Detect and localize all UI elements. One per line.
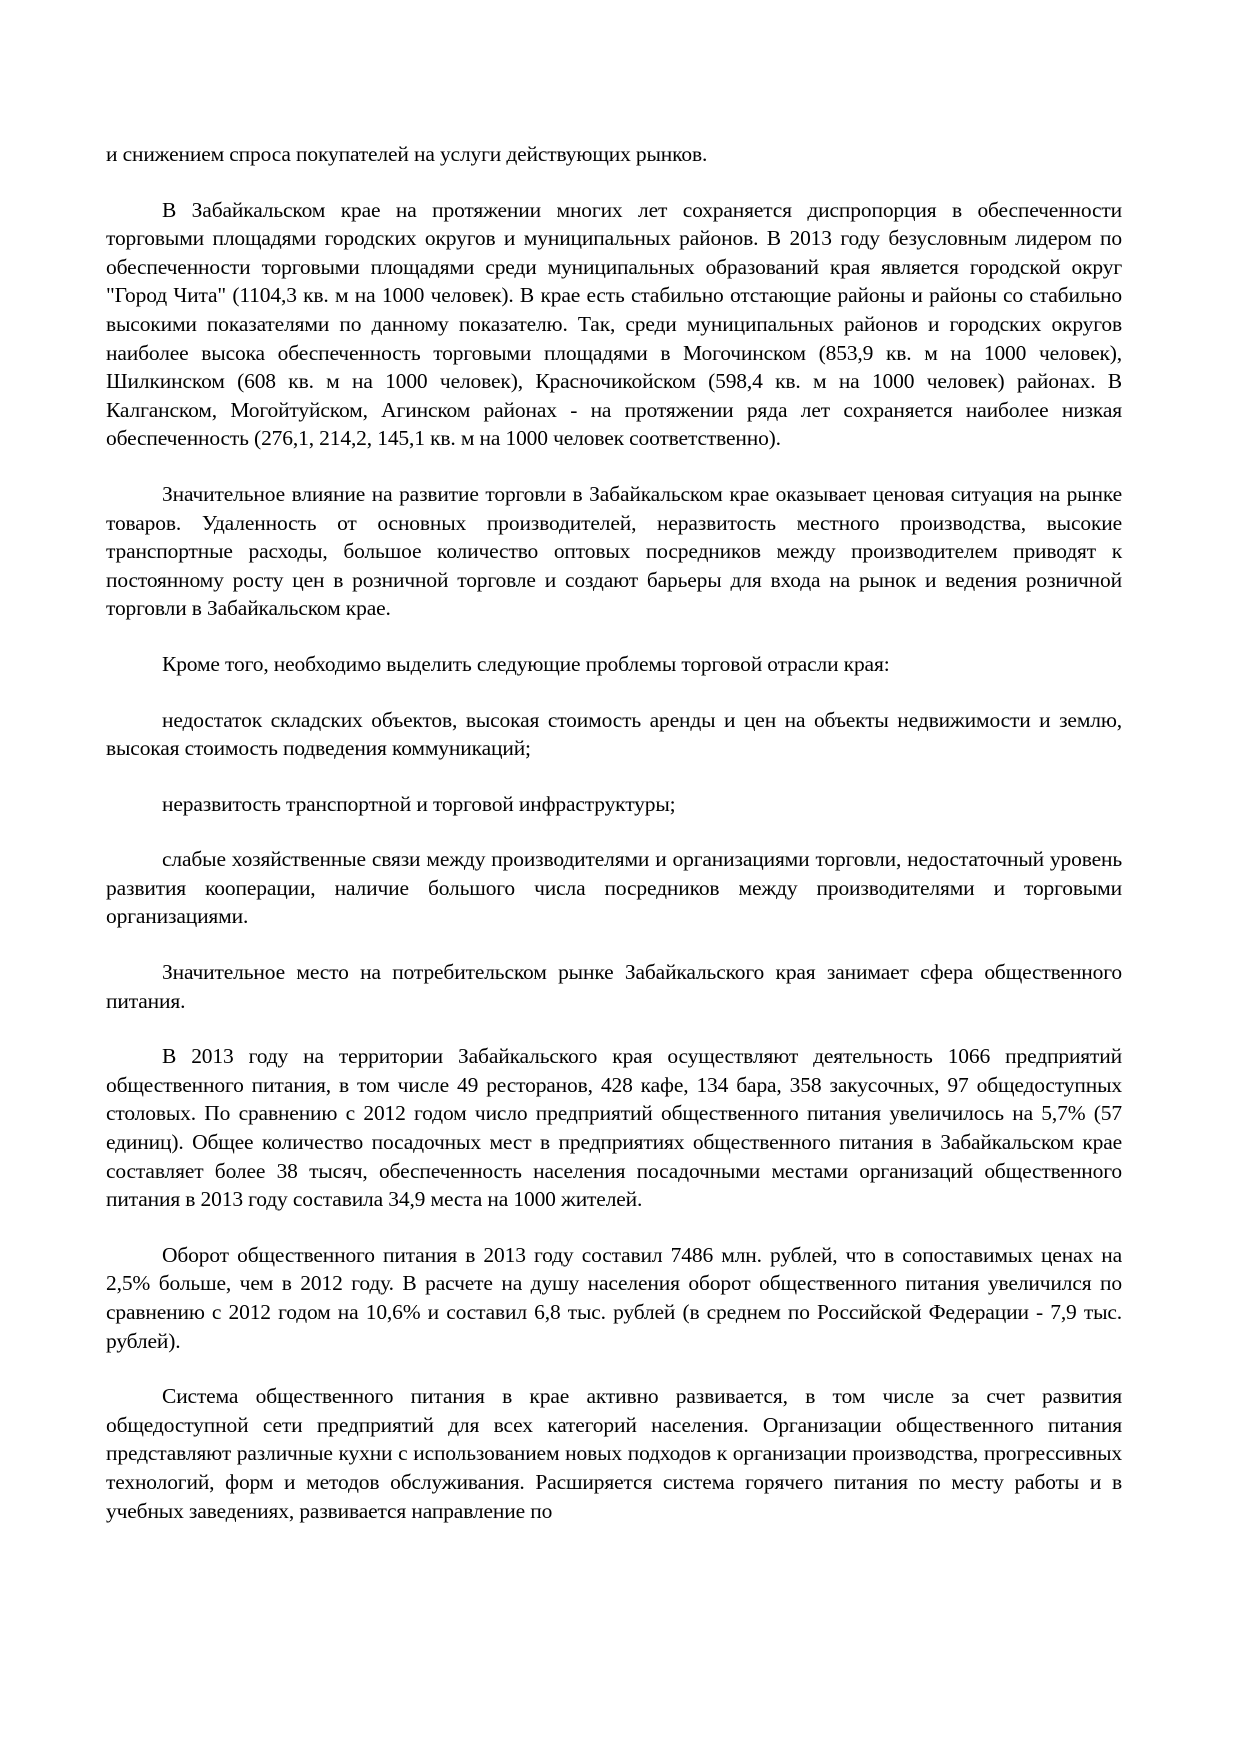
- paragraph-catering-turnover: Оборот общественного питания в 2013 году составил 7486 млн. рублей, что в сопоставимых ценах на 2,5% больше, чем в 2012 году. В расчете на душу населения оборот общественного питания увеличился по сравнению с 2012 годом на 10,6% и составил 6,8 тыс. рублей (в среднем по Российской Федерации - 7,9 тыс. рублей).: [106, 1242, 1122, 1353]
- paragraph-trade-area-disproportion: В Забайкальском крае на протяжении многих лет сохраняется диспропорция в обеспеченности торговыми площадями городских округов и муниципальных районов. В 2013 году безусловным лидером по обеспеченности торговыми площадями среди муниципальных образований края является городской округ "Город Чита" (1104,3 кв. м на 1000 человек). В крае есть стабильно отстающие районы и районы со стабильно высокими показателями по данному показателю. Так, среди муниципальных районов и городских округов наиболее высока обеспеченность торговыми площадями в Могочинском (853,9 кв. м на 1000 человек), Шилкинском (608 кв. м на 1000 человек), Красночикойском (598,4 кв. м на 1000 человек) районах. В Калганском, Могойтуйском, Агинском районах - на протяжении ряда лет сохраняется наиболее низкая обеспеченность (276,1, 214,2, 145,1 кв. м на 1000 человек соответственно).: [106, 197, 1122, 451]
- paragraph-problem-warehouses: недостаток складских объектов, высокая стоимость аренды и цен на объекты недвижимости и землю, высокая стоимость подведения коммуникаций;: [106, 707, 1122, 761]
- paragraph-catering-development: Система общественного питания в крае активно развивается, в том числе за счет развития общедоступной сети предприятий для всех категорий населения. Организации общественного питания представляют различные кухни с использованием новых подходов к организации производства, прогрессивных технологий, форм и методов обслуживания. Расширяется система горячего питания по месту работы и в учебных заведениях, развивается направление по: [106, 1384, 1122, 1523]
- paragraph-price-situation: Значительное влияние на развитие торговли в Забайкальском крае оказывает ценовая ситуация на рынке товаров. Удаленность от основных производителей, неразвитость местного производства, высокие транспортные расходы, большое количество оптовых посредников между производителем приводят к постоянному росту цен в розничной торговле и создают барьеры для входа на рынок и ведения розничной торговли в Забайкальском крае.: [106, 481, 1122, 621]
- paragraph-market-demand: и снижением спроса покупателей на услуги действующих рынков.: [106, 142, 708, 166]
- paragraph-problem-infrastructure: неразвитость транспортной и торговой инфраструктуры;: [162, 791, 676, 816]
- paragraph-catering-intro: Значительное место на потребительском рынке Забайкальского края занимает сфера общественного питания.: [106, 960, 1122, 1013]
- paragraph-problem-economic-ties: слабые хозяйственные связи между производителями и организациями торговли, недостаточный уровень развития кооперации, наличие большого числа посредников между производителями и торговыми организациями.: [106, 847, 1122, 929]
- paragraph-catering-enterprises-2013: В 2013 году на территории Забайкальского края осуществляют деятельность 1066 предприятий общественного питания, в том числе 49 ресторанов, 428 кафе, 134 бара, 358 закусочных, 97 общедоступных столовых. По сравнению с 2012 годом число предприятий общественного питания увеличилось на 5,7% (57 единиц). Общее количество посадочных мест в предприятиях общественного питания в Забайкальском крае составляет более 38 тысяч, обеспеченность населения посадочными местами организаций общественного питания в 2013 году составила 34,9 места на 1000 жителей.: [106, 1044, 1122, 1212]
- paragraph-problems-intro: Кроме того, необходимо выделить следующие проблемы торговой отрасли края:: [162, 651, 890, 676]
- document-page: [106, 140, 1122, 1552]
